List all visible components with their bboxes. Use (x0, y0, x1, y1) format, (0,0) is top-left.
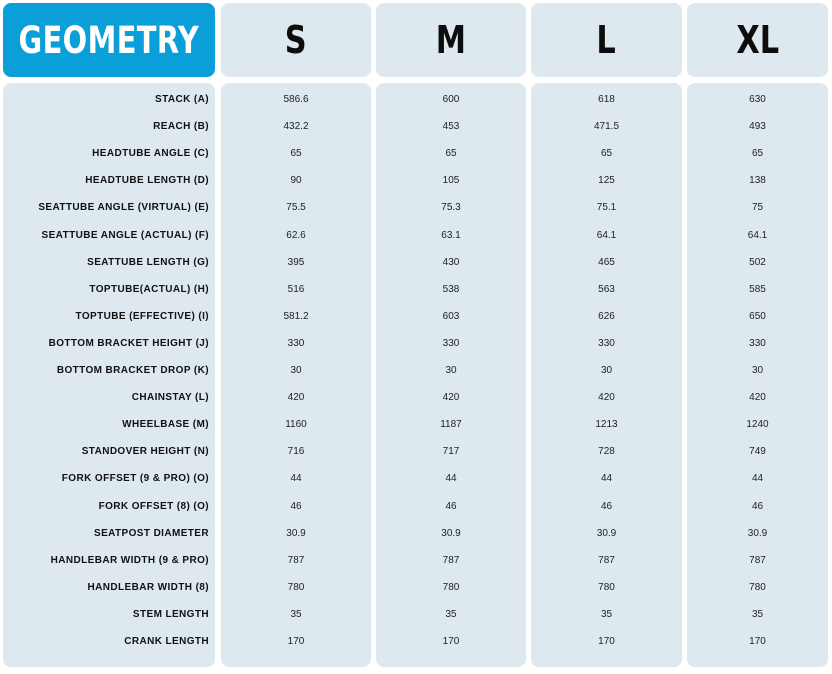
table-cell: 65 (600, 148, 613, 159)
table-cell: 420 (598, 392, 615, 403)
table-cell: 787 (598, 555, 615, 566)
table-cell: 170 (598, 636, 615, 647)
row-label: FORK OFFSET (8) (O) (98, 501, 209, 512)
table-cell: 749 (749, 446, 766, 457)
table-cell: 46 (600, 501, 613, 512)
table-cell: 330 (598, 338, 615, 349)
table-cell: 780 (287, 582, 305, 593)
table-cell: 35 (751, 609, 764, 620)
row-label: SEATTUBE ANGLE (VIRTUAL) (E) (38, 202, 209, 213)
table-cell: 1213 (595, 419, 618, 430)
table-cell: 728 (598, 446, 615, 457)
table-cell: 538 (442, 284, 460, 295)
table-cell: 30 (445, 365, 457, 376)
table-cell: 581.2 (283, 311, 309, 322)
table-cell: 44 (751, 473, 764, 484)
table-cell: 430 (442, 257, 460, 268)
row-labels-column (3, 83, 215, 667)
table-cell: 30.9 (747, 528, 768, 539)
size-header-xl (687, 3, 828, 77)
row-label: HANDLEBAR WIDTH (8) (87, 582, 209, 593)
row-label: STEM LENGTH (132, 609, 209, 620)
table-cell: 563 (598, 284, 615, 295)
table-cell: 787 (749, 555, 766, 566)
table-cell: 64.1 (747, 230, 768, 241)
size-label: XL (736, 18, 779, 62)
table-cell: 90 (290, 175, 302, 186)
size-xl-column (687, 83, 828, 667)
table-cell: 44 (290, 473, 302, 484)
table-cell: 75.3 (441, 202, 461, 213)
table-cell: 1160 (285, 419, 307, 430)
size-s-column (221, 83, 371, 667)
table-cell: 44 (445, 473, 457, 484)
size-m-column (376, 83, 526, 667)
row-label: BOTTOM BRACKET DROP (K) (56, 365, 209, 376)
table-title: GEOMETRY (18, 18, 200, 62)
table-cell: 650 (749, 311, 766, 322)
row-label: REACH (B) (153, 121, 209, 132)
table-cell: 717 (442, 446, 460, 457)
table-cell: 780 (598, 582, 615, 593)
table-cell: 780 (749, 582, 766, 593)
table-cell: 35 (600, 609, 613, 620)
table-cell: 502 (749, 257, 766, 268)
table-cell: 44 (600, 473, 613, 484)
table-cell: 46 (290, 501, 302, 512)
table-cell: 432.2 (283, 121, 309, 132)
table-cell: 420 (749, 392, 766, 403)
table-cell: 630 (749, 94, 766, 105)
table-cell: 516 (287, 284, 305, 295)
table-cell: 65 (751, 148, 764, 159)
table-cell: 395 (287, 257, 305, 268)
size-label: M (435, 18, 467, 62)
table-cell: 30.9 (441, 528, 461, 539)
row-label: TOPTUBE(ACTUAL) (H) (89, 284, 209, 295)
table-cell: 585 (749, 284, 766, 295)
table-cell: 30.9 (596, 528, 617, 539)
table-cell: 75.5 (286, 202, 306, 213)
table-cell: 330 (749, 338, 766, 349)
table-cell: 1187 (440, 419, 462, 430)
table-cell: 603 (442, 311, 460, 322)
row-label: HEADTUBE LENGTH (D) (85, 175, 209, 186)
table-cell: 586.6 (283, 94, 309, 105)
table-cell: 1240 (746, 419, 769, 430)
table-cell: 787 (442, 555, 460, 566)
row-label: CRANK LENGTH (124, 636, 209, 647)
table-cell: 64.1 (596, 230, 617, 241)
table-cell: 330 (287, 338, 305, 349)
table-title-cell (3, 3, 215, 77)
table-cell: 125 (598, 175, 615, 186)
table-cell: 420 (287, 392, 305, 403)
row-label: WHEELBASE (M) (122, 419, 209, 430)
table-cell: 46 (445, 501, 457, 512)
table-cell: 75.1 (596, 202, 617, 213)
size-header-l (531, 3, 682, 77)
table-cell: 46 (751, 501, 764, 512)
row-label: SEATTUBE ANGLE (ACTUAL) (F) (41, 230, 209, 241)
size-header-m (376, 3, 526, 77)
table-cell: 30 (290, 365, 302, 376)
table-cell: 75 (751, 202, 764, 213)
table-cell: 170 (749, 636, 766, 647)
table-cell: 35 (445, 609, 457, 620)
table-cell: 465 (598, 257, 615, 268)
size-label: S (285, 18, 307, 62)
table-cell: 330 (442, 338, 460, 349)
row-label: HEADTUBE ANGLE (C) (92, 148, 209, 159)
table-cell: 30.9 (286, 528, 306, 539)
table-cell: 493 (749, 121, 766, 132)
table-cell: 420 (442, 392, 460, 403)
table-cell: 453 (442, 121, 460, 132)
row-label: STACK (A) (155, 94, 209, 105)
table-cell: 30 (751, 365, 764, 376)
row-label: BOTTOM BRACKET HEIGHT (J) (48, 338, 209, 349)
table-cell: 35 (290, 609, 302, 620)
table-cell: 105 (442, 175, 460, 186)
table-cell: 600 (442, 94, 460, 105)
size-l-column (531, 83, 682, 667)
size-header-s (221, 3, 371, 77)
table-cell: 618 (598, 94, 615, 105)
row-label: SEATTUBE LENGTH (G) (87, 257, 209, 268)
table-cell: 716 (287, 446, 305, 457)
row-label: CHAINSTAY (L) (131, 392, 209, 403)
row-label: SEATPOST DIAMETER (94, 528, 209, 539)
table-cell: 62.6 (286, 230, 306, 241)
table-cell: 170 (287, 636, 305, 647)
table-cell: 787 (287, 555, 305, 566)
table-cell: 30 (600, 365, 613, 376)
row-label: HANDLEBAR WIDTH (9 & PRO) (50, 555, 209, 566)
row-label: FORK OFFSET (9 & PRO) (O) (61, 473, 209, 484)
row-label: STANDOVER HEIGHT (N) (81, 446, 209, 457)
table-cell: 65 (290, 148, 302, 159)
table-cell: 138 (749, 175, 766, 186)
size-label: L (596, 18, 617, 62)
table-cell: 626 (598, 311, 615, 322)
table-cell: 63.1 (441, 230, 461, 241)
table-cell: 65 (445, 148, 457, 159)
table-cell: 170 (442, 636, 460, 647)
table-cell: 780 (442, 582, 460, 593)
table-cell: 471.5 (593, 121, 620, 132)
row-label: TOPTUBE (EFFECTIVE) (I) (75, 311, 209, 322)
